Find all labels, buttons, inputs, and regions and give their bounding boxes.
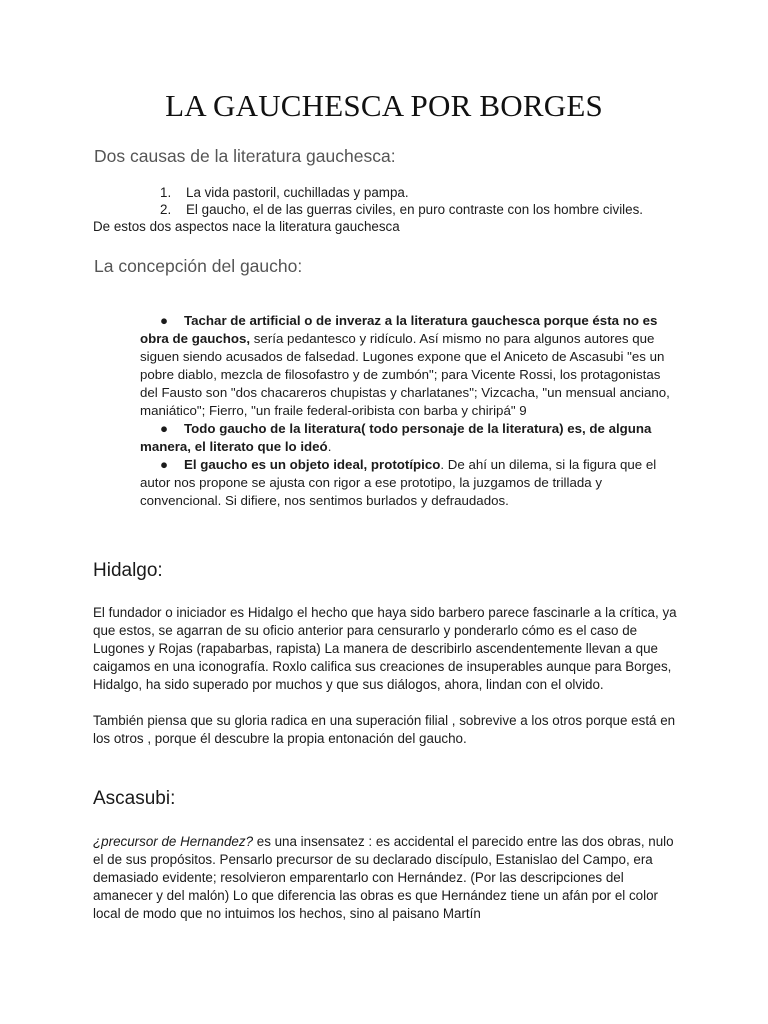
list-item-text: El gaucho, el de las guerras civiles, en puro contraste con los hombre civiles. [186,202,644,217]
bullet-bold-text: Todo gaucho de la literatura( todo personaje de la literatura) es, de alguna manera, el literato que lo ideó [140,421,652,454]
section-heading-causas: Dos causas de la literatura gauchesca: [94,146,396,166]
hidalgo-paragraph-1: El fundador o iniciador es Hidalgo el hecho que haya sido barbero parece fascinarle a la crítica, ya que estos, se agarran de su oficio anterior para censurarlo y ponderarlo cómo es el caso de Lugones y Rojas (rapabarbas, rapista) La manera de describirlo ascendentemente llevan a que caigamos en una iconografía. Roxlo califica sus creaciones de insuperables aunque para Borges, Hidalgo, ha sido superado por muchos y que sus diálogos, ahora, lindan con el olvido. [93,605,677,692]
ascasubi-text: es una insensatez : es accidental el parecido entre las dos obras, nulo el de sus propósitos. Pensarlo precursor de su declarado discípulo, Estanislao del Campo, era demasiado evidente; resolvieron emparentarlo con Hernández. (Por las descripciones del amanecer y del malón) Lo que diferencia las obras es que Hernández tiene un afán por el color local de modo que no intuimos los hechos, sino al paisano Martín [93,834,674,921]
concepcion-bullets [140,312,680,510]
section-heading-ascasubi: Ascasubi: [93,788,176,809]
ascasubi-paragraph [93,833,683,923]
list-item [160,201,643,218]
bullet-icon: ● [160,421,169,436]
bullet-text: . De ahí un dilema, si la figura que el autor nos propone se ajusta con rigor a ese prototipo, la juzgamos de trillada y convencional. Si difiere, nos sentimos burlados y defraudados. [140,457,657,508]
list-number: 1. [160,185,172,200]
bullet-bold-text: El gaucho es un objeto ideal, prototípico [184,457,441,472]
list-item-text: La vida pastoril, cuchilladas y pampa. [186,185,409,200]
bullet-icon: ● [160,457,169,472]
bullet-item [140,420,680,456]
section-heading-hidalgo: Hidalgo: [93,560,163,581]
bullet-icon: ● [160,313,169,328]
section-heading-concepcion: La concepción del gaucho: [94,256,303,276]
list-item [160,184,643,201]
list-number: 2. [160,202,172,217]
bullet-bold-text: Tachar de artificial o de inveraz a la literatura gauchesca porque ésta no es obra de gauchos, [140,313,658,346]
document-title: LA GAUCHESCA POR BORGES [165,88,603,123]
causes-list [160,184,643,218]
bullet-item [140,312,680,420]
bullet-text: . [327,439,332,454]
hidalgo-paragraph-2: También piensa que su gloria radica en una superación filial , sobrevive a los otros porque está en los otros , porque él descubre la propia entonación del gaucho. [93,713,676,746]
causes-conclusion: De estos dos aspectos nace la literatura gauchesca [93,219,400,234]
ascasubi-italic-question: ¿precursor de Hernandez? [93,834,254,849]
bullet-text: sería pedantesco y ridículo. Así mismo no para algunos autores que siguen siendo acusados de falsedad. Lugones expone que el Aniceto de Ascasubi "es un pobre diablo, mezcla de filosofastro y de zumbón"; para Vicente Rossi, los protagonistas del Fausto son "dos chacareros chupistas y charlatanes"; Vizcacha, "un mensual anciano, maniático"; Fierro, "un fraile federal-oribista con barba y chiripá" 9 [140,331,670,418]
bullet-item [140,456,680,510]
